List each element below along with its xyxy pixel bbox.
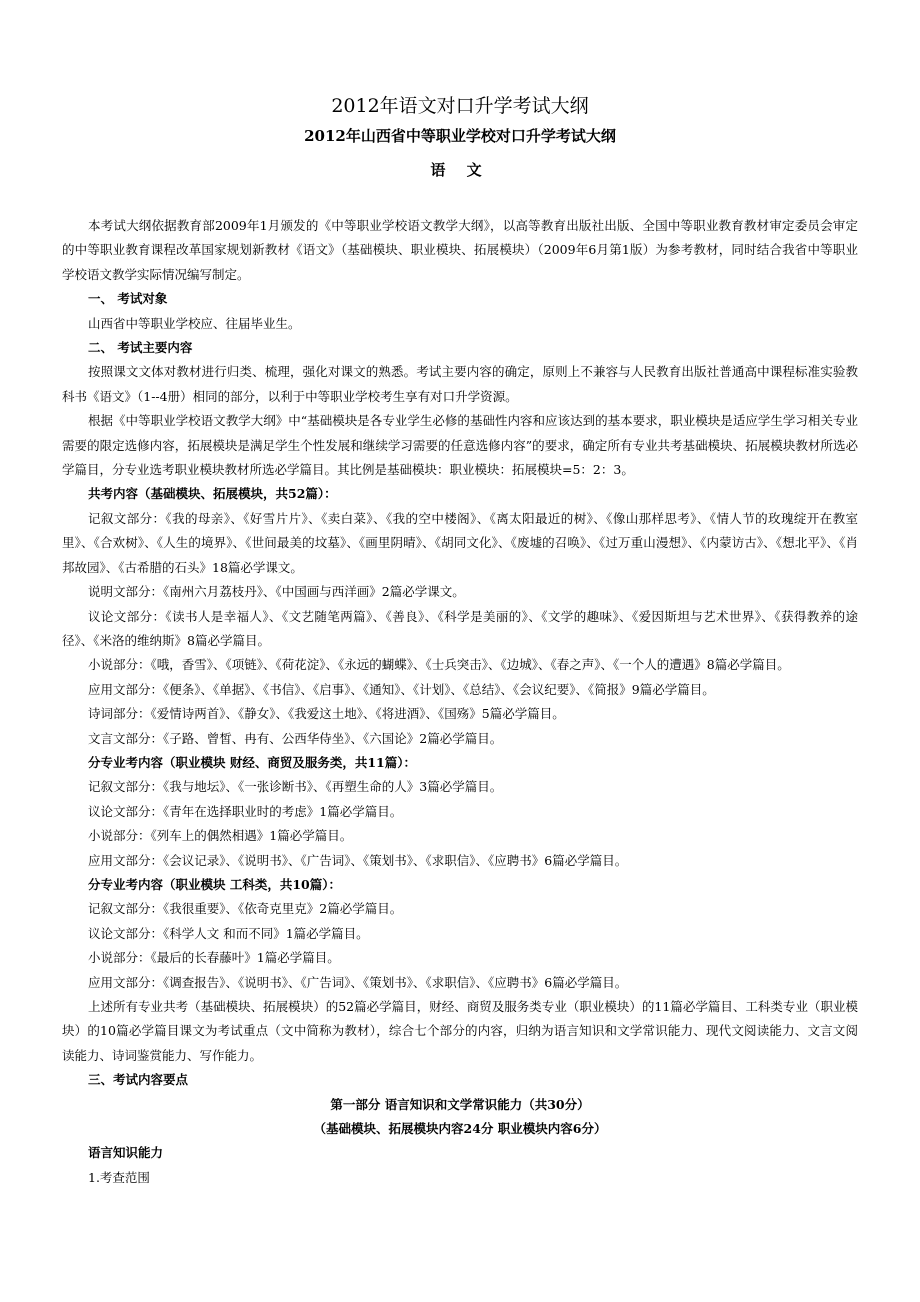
- paragraph: 应用文部分：《会议记录》、《说明书》、《广告词》、《策划书》、《求职信》、《应聘书》6篇必学篇目。: [88, 852, 628, 868]
- section-heading: （基础模块、拓展模块内容24分 职业模块内容6分）: [313, 1121, 607, 1137]
- paragraph: 记叙文部分：《我很重要》、《依奇克里克》2篇必学篇目。: [88, 901, 403, 917]
- paragraph: 本考试大纲依据教育部2009年1月颁发的《中等职业学校语文教学大纲》，以高等教育出版社出版、全国中等职业教育教材审定委员会审定的中等职业教育课程改革国家规划新教材《语文》（基础模块、职业模块、拓展模块）（2009年6月第1版）为参考教材，同时结合我省中等职业学校语文教学实际情况编写制定。: [62, 218, 858, 282]
- section-heading: 二、 考试主要内容: [88, 340, 193, 356]
- section-heading: 第一部分 语言知识和文学常识能力（共30分）: [330, 1096, 590, 1112]
- paragraph: 山西省中等职业学校应、往届毕业生。: [88, 315, 301, 331]
- document-title: 2012年语文对口升学考试大纲: [331, 95, 589, 117]
- paragraph: 上述所有专业共考（基础模块、拓展模块）的52篇必学篇目，财经、商贸及服务类专业（职业模块）的11篇必学篇目、工科类专业（职业模块）的10篇必学篇目课文为考试重点（文中简称为教材），综合七个部分的内容，归纳为语言知识和文学常识能力、现代文阅读能力、文言文阅读能力、诗词鉴赏能力、写作能力。: [62, 999, 858, 1063]
- paragraph: 根据《中等职业学校语文教学大纲》中“基础模块是各专业学生必修的基础性内容和应该达到的基本要求，职业模块是适应学生学习相关专业需要的限定选修内容，拓展模块是满足学生个性发展和继续学习需要的任意选修内容”的要求，确定所有专业共考基础模块、拓展模块教材所选必学篇目，分专业选考职业模块教材所选必学篇目。其比例是基础模块：职业模块：拓展模块=5：2：3。: [62, 413, 858, 478]
- section-heading: 分专业考内容（职业模块 工科类，共10篇）：: [88, 876, 341, 892]
- subject-heading: 语 文: [430, 161, 490, 179]
- paragraph: 按照课文文体对教材进行归类、梳理，强化对课文的熟悉。考试主要内容的确定，原则上不兼容与人民教育出版社普通高中课程标准实验教科书《语文》（1--4册）相同的部分，以利于中等职业学校考生享有对口升学资源。: [62, 364, 858, 404]
- section-heading: 一、 考试对象: [88, 291, 168, 307]
- paragraph: 议论文部分：《青年在选择职业时的考虑》1篇必学篇目。: [88, 803, 403, 819]
- paragraph: 议论文部分：《科学人文 和而不同》1篇必学篇目。: [88, 925, 369, 941]
- paragraph: 应用文部分：《便条》、《单据》、《书信》、《启事》、《通知》、《计划》、《总结》、《会议纪要》、《简报》9篇必学篇目。: [88, 681, 715, 697]
- paragraph: 记叙文部分：《我的母亲》、《好雪片片》、《卖白菜》、《我的空中楼阁》、《离太阳最近的树》、《像山那样思考》、《情人节的玫瑰绽开在教室里》、《合欢树》、《人生的境界》、《世间最美的坟墓》、《画里阴晴》、《胡同文化》、《废墟的召唤》、《过万重山漫想》、《内蒙访古》、《想北平》、《肖邦故园》、《古希腊的石头》18篇必学课文。: [62, 510, 858, 575]
- document-body: [62, 214, 858, 1190]
- section-heading: 三、考试内容要点: [88, 1072, 189, 1088]
- section-heading: 分专业考内容（职业模块 财经、商贸及服务类，共11篇）：: [88, 754, 416, 770]
- paragraph: 应用文部分：《调查报告》、《说明书》、《广告词》、《策划书》、《求职信》、《应聘书》6篇必学篇目。: [88, 974, 628, 990]
- paragraph: 文言文部分：《子路、曾皙、冉有、公西华侍坐》、《六国论》2篇必学篇目。: [88, 730, 503, 746]
- paragraph: 记叙文部分：《我与地坛》、《一张诊断书》、《再塑生命的人》3篇必学篇目。: [88, 779, 503, 795]
- paragraph: 小说部分：《哦，香雪》、《项链》、《荷花淀》、《永远的蝴蝶》、《士兵突击》、《边城》、《春之声》、《一个人的遭遇》8篇必学篇目。: [88, 657, 790, 673]
- paragraph: 议论文部分：《读书人是幸福人》、《文艺随笔两篇》、《善良》、《科学是美丽的》、《文学的趣味》、《爱因斯坦与艺术世界》、《获得教养的途径》、《米洛的维纳斯》8篇必学篇目。: [62, 608, 858, 648]
- paragraph: 1.考查范围: [88, 1169, 150, 1185]
- document-subtitle: 2012年山西省中等职业学校对口升学考试大纲: [304, 127, 616, 145]
- section-heading: 语言知识能力: [88, 1145, 164, 1161]
- section-heading: 共考内容（基础模块、拓展模块，共52篇）：: [88, 486, 337, 502]
- paragraph: 小说部分：《最后的长春藤叶》1篇必学篇目。: [88, 950, 340, 966]
- paragraph: 诗词部分：《爱情诗两首》、《静女》、《我爱这土地》、《将进酒》、《国殇》5篇必学篇目。: [88, 706, 565, 722]
- paragraph: 说明文部分：《南州六月荔枝丹》、《中国画与西洋画》2篇必学课文。: [88, 584, 465, 600]
- paragraph: 小说部分：《列车上的偶然相遇》1篇必学篇目。: [88, 828, 353, 844]
